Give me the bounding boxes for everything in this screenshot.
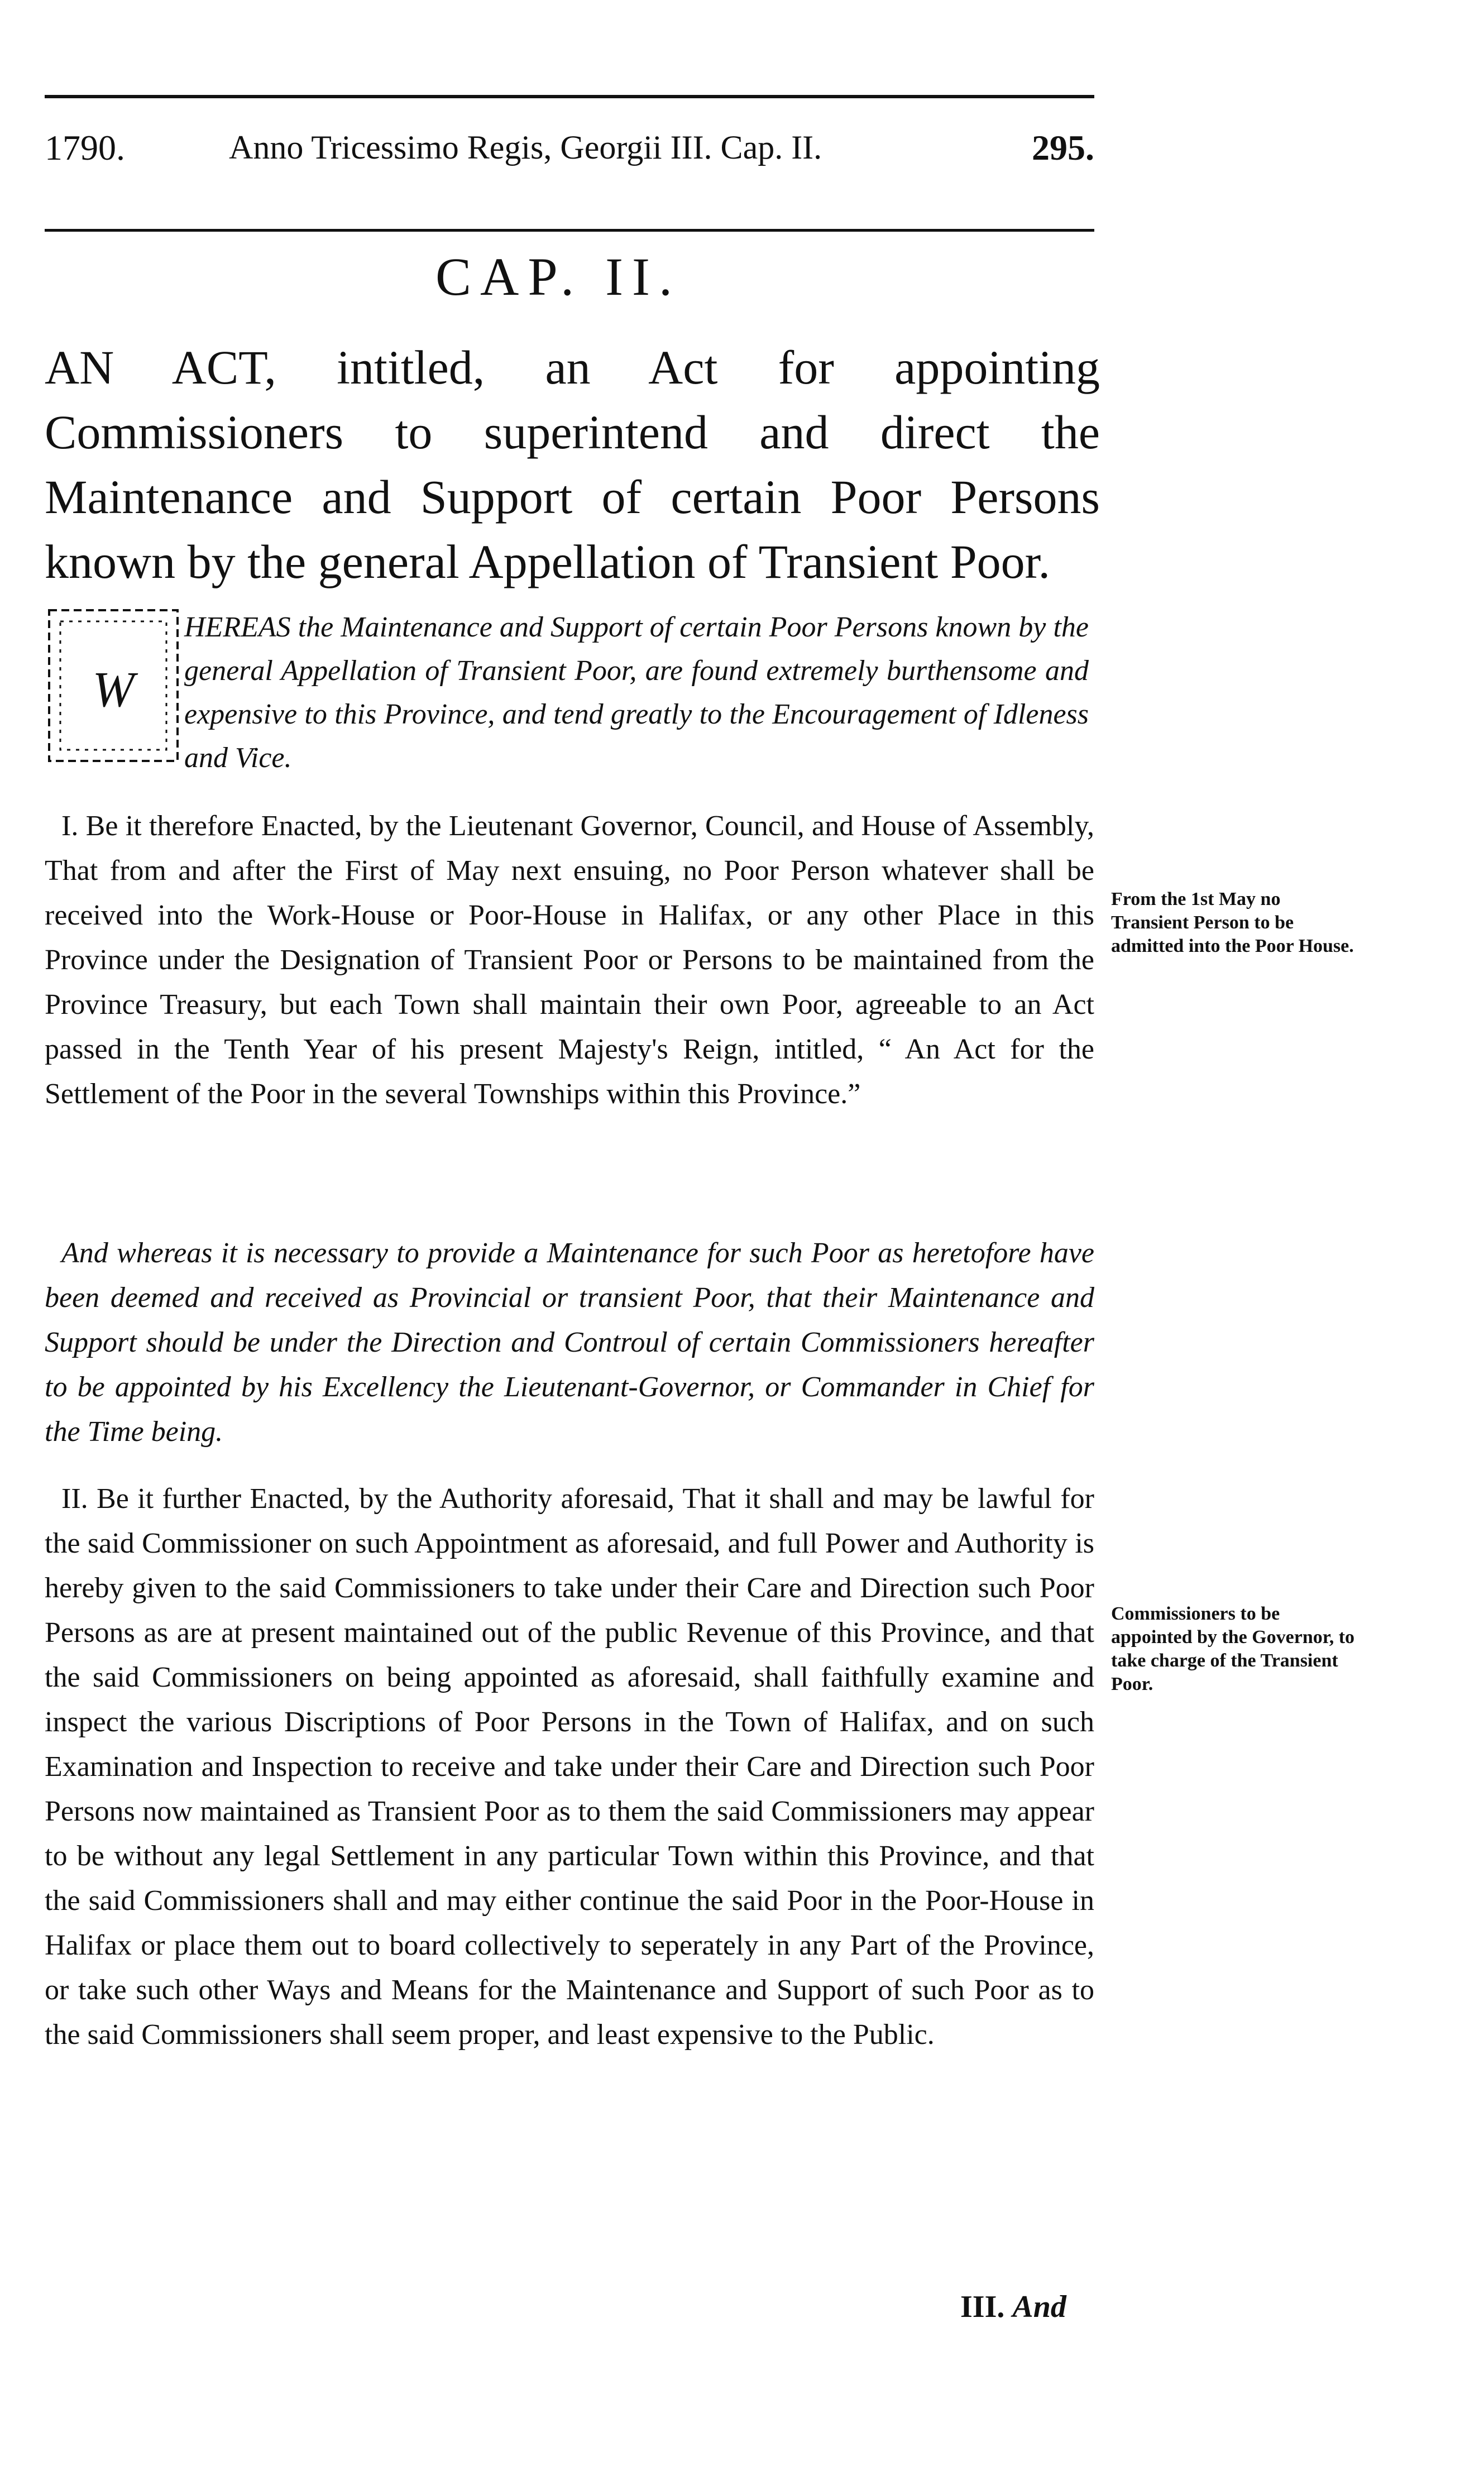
marginal-note-2: Commissioners to be appointed by the Governor, to take charge of the Transient Poor.: [1111, 1603, 1355, 1694]
preamble-text: HEREAS the Maintenance and Support of certain Poor Persons known by the general Appellation of Transient Poor, are found extremely burthensome and expensive to this Province, and tend greatly to the Encouragement of Idleness and Vice.: [184, 611, 1089, 774]
header-year: 1790.: [45, 128, 125, 167]
running-header: [45, 127, 1094, 183]
act-title: AN ACT, intitled, an Act for appointing Commissioners to superintend and direct the Maintenance and Support of certain Poor Persons known by the general Appellation of Transient Poor.: [45, 341, 1100, 588]
page-number: 295.: [1032, 128, 1094, 167]
preamble: [45, 606, 1094, 784]
header-rule: [45, 229, 1094, 232]
section-2: II. Be it further Enacted, by the Authority aforesaid, That it shall and may be lawful for the said Commissioner on such Appointment as aforesaid, and full Power and Authority is hereby given to the said Commissioners to take under their Care and Direction such Poor Persons as are at present maintained out of the public Revenue of this Province, and that the said Commissioners on being appointed as aforesaid, shall faithfully examine and inspect the various Discriptions of Poor Persons in the Town of Halifax, and on such Examination and Inspection to receive and take under their Care and Direction such Poor Persons now maintained as Transient Poor as to them the said Commissioners may appear to be without any legal Settlement in any particular Town within this Province, and that the said Commissioners shall and may either continue the said Poor in the Poor-House in Halifax or place them out to board collectively to seperately in any Part of the Province, or take such other Ways and Means for the Maintenance and Support of such Poor as to the said Commissioners shall seem proper, and least expensive to the Public.: [45, 1483, 1094, 2051]
header-running-head: Anno Tricessimo Regis, Georgii III. Cap. II.: [229, 129, 822, 166]
marginal-note-1: From the 1st May no Transient Person to be admitted into the Poor House.: [1111, 889, 1354, 956]
catchword-number: III.: [960, 2290, 1005, 2324]
drop-cap: W: [92, 662, 135, 717]
whereas-clause: And whereas it is necessary to provide a Maintenance for such Poor as heretofore have been deemed and received as Provincial or transient Poor, that their Maintenance and Support should be under the Direction and Controul of certain Commissioners hereafter to be appointed by his Excellency the Lieutenant-Governor, or Commander in Chief for the Time being.: [45, 1237, 1094, 1448]
chapter-title: CAP. II.: [435, 247, 682, 307]
catchword-word: And: [1012, 2290, 1066, 2324]
top-rule: [45, 95, 1094, 98]
section-1: I. Be it therefore Enacted, by the Lieutenant Governor, Council, and House of Assembly, That from and after the First of May next ensuing, no Poor Person whatever shall be received into the Work-House or Poor-House in Halifax, or any other Place in this Province under the Designation of Transient Poor or Persons to be maintained from the Province Treasury, but each Town shall maintain their own Poor, agreeable to an Act passed in the Tenth Year of his present Majesty's Reign, intitled, “ An Act for the Settlement of the Poor in the several Townships within this Province.”: [45, 810, 1094, 1110]
catchword: [960, 2289, 1066, 2325]
